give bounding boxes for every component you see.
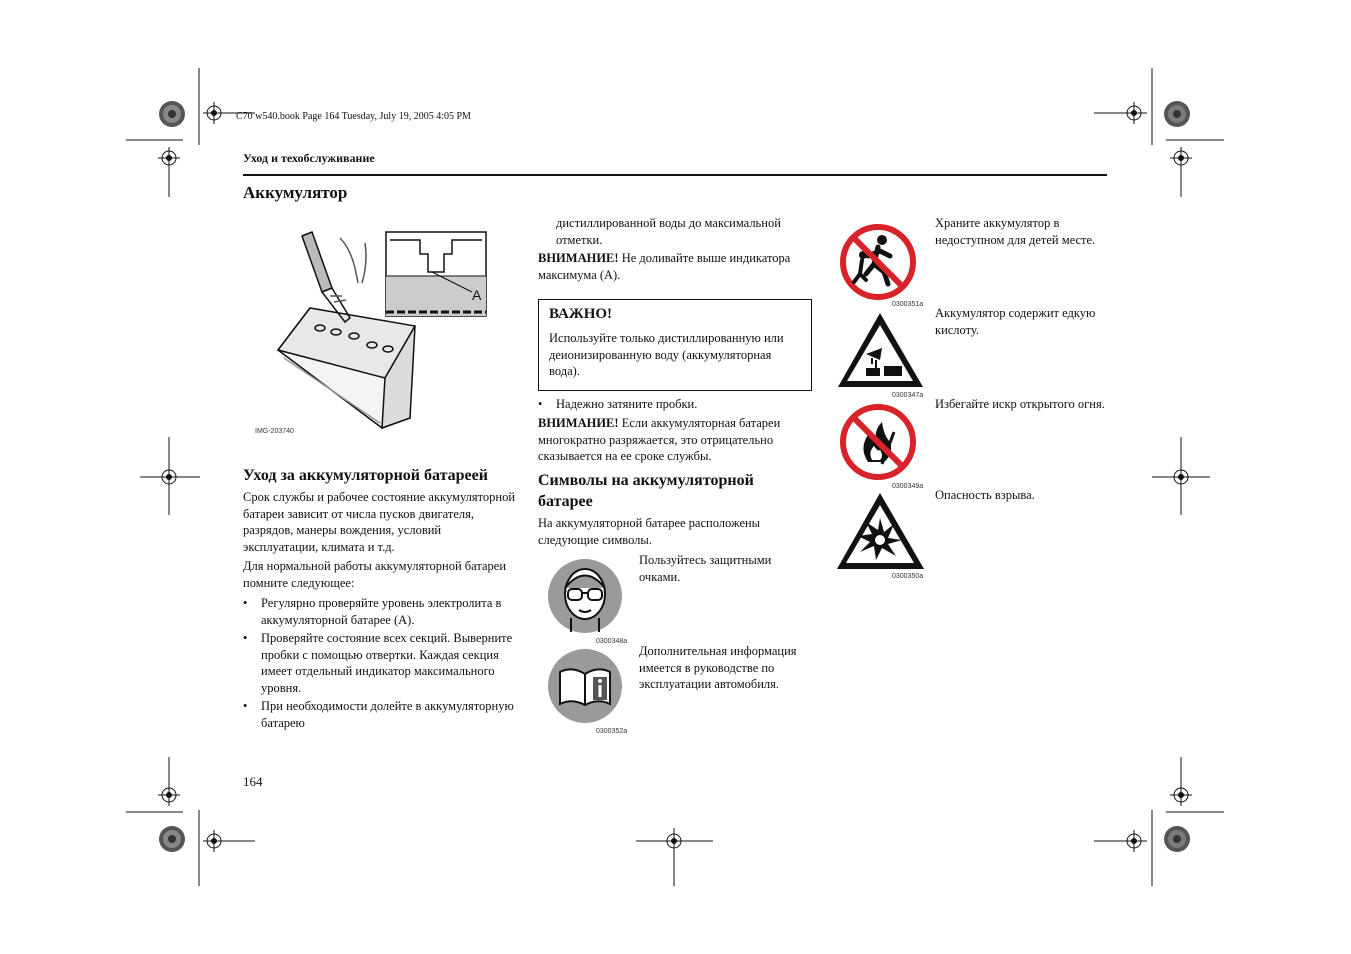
no-children-icon	[838, 222, 918, 302]
level-label-a: A	[472, 287, 482, 303]
symbol-code: 0300351a	[892, 301, 924, 308]
no-fire-icon	[838, 402, 918, 482]
no-children-text: Храните аккумулятор в недоступном для детей месте.	[935, 216, 1096, 247]
care-list	[243, 595, 518, 731]
symbol-code: 0300352a	[596, 728, 628, 735]
list-item: • Регулярно проверяйте уровень электролита в аккумуляторной батарее (A).	[243, 595, 518, 628]
manual-symbol	[546, 648, 626, 738]
battery-illustration	[250, 228, 490, 443]
battery-drawing	[250, 228, 490, 443]
care-para-1: Срок службы и рабочее состояние аккумуляторной батареи зависит от числа пусков двигателя, разрядов, манеры вождения, условий эксплуатации, климата и т.д.	[243, 490, 516, 554]
acid-symbol	[836, 310, 926, 400]
warning-label: ВНИМАНИЕ!	[538, 251, 619, 265]
symbols-intro: На аккумуляторной батарее расположены следующие символы.	[538, 516, 761, 547]
page-number: 164	[243, 774, 263, 789]
important-title: ВАЖНО!	[549, 306, 613, 322]
acid-text: Аккумулятор содержит едкую кислоту.	[935, 306, 1096, 337]
continued-text: дистиллированной воды до максимальной отметки.	[556, 216, 781, 247]
symbol-code: 0300349a	[892, 483, 924, 490]
no-fire-text: Избегайте искр открытого огня.	[935, 397, 1105, 411]
explosion-text: Опасность взрыва.	[935, 488, 1035, 502]
warning-label: ВНИМАНИЕ!	[538, 416, 619, 430]
no-fire-symbol	[838, 402, 928, 492]
manual-info-icon	[546, 648, 626, 728]
list-item: • При необходимости долейте в аккумуляторную батарею	[243, 698, 518, 731]
symbols-heading: Символы на аккумуляторной батарее	[538, 472, 754, 510]
manual-text: Дополнительная информация имеется в руководстве по эксплуатации автомобиля.	[639, 644, 797, 691]
explosion-warning-icon	[836, 492, 926, 572]
list-item: • Надежно затяните пробки.	[538, 396, 808, 413]
care-para-2: Для нормальной работы аккумуляторной батареи помните следующее:	[243, 559, 507, 590]
important-text: Используйте только дистиллированную или деионизированную воду (аккумуляторная вода).	[549, 331, 784, 378]
symbol-code: 0300350a	[892, 573, 924, 580]
explosion-symbol	[836, 492, 926, 582]
symbol-code: 0300348a	[596, 638, 628, 645]
tighten-list	[538, 396, 808, 415]
eyewear-text: Пользуйтесь защитными очками.	[639, 553, 772, 584]
warning-1	[538, 250, 800, 283]
symbol-code: 0300347a	[892, 392, 924, 399]
figure-code: IMG-203740	[255, 428, 294, 435]
warning-text: Если аккумуляторная батареи многократно разряжается, это отрицательно сказывается на ее сроке службы.	[538, 416, 781, 463]
warning-2	[538, 415, 810, 465]
warning-text: Не доливайте выше индикатора максимума (A).	[538, 251, 791, 282]
running-head: Уход и техобслуживание	[243, 151, 375, 165]
acid-warning-icon	[836, 310, 926, 390]
list-item: • Проверяйте состояние всех секций. Выверните пробки с помощью отвертки. Каждая секция имеет отдельный индикатор максимального уровня.	[243, 630, 518, 696]
eyewear-icon	[546, 558, 626, 638]
section-title: Аккумулятор	[243, 183, 348, 202]
care-heading: Уход за аккумуляторной батареей	[243, 467, 488, 484]
important-box	[538, 299, 812, 391]
file-meta: C70 w540.book Page 164 Tuesday, July 19, 2005 4:05 PM	[236, 111, 471, 122]
header-rule	[243, 174, 1107, 176]
left-column	[243, 465, 518, 733]
no-children-symbol	[838, 222, 928, 312]
eyewear-symbol	[546, 558, 626, 648]
